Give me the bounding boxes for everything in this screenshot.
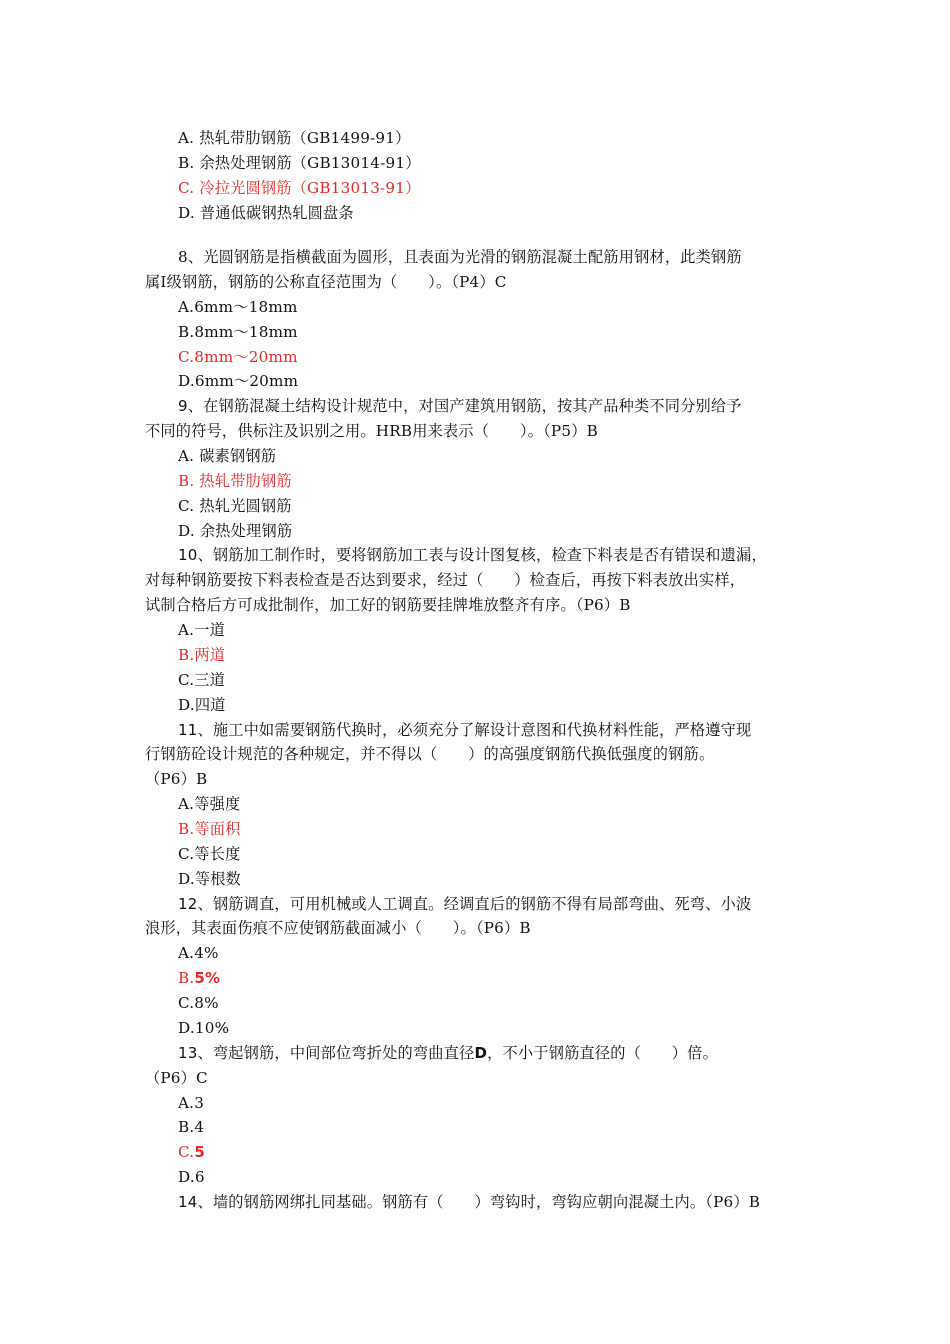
q8-option-c-answer: C.8mm～20mm [178,348,298,366]
q13-question-line1 [178,1043,718,1063]
q7-option-a: A. 热轧带肋钢筋（GB1499-91） [178,129,411,147]
q10-question-line1 [178,545,767,565]
q13-option-c-value: 5 [194,1143,205,1161]
q11-number: 11 [178,721,198,739]
q11-option-b-answer: B.等面积 [178,820,241,838]
q9-option-b-answer: B. 热轧带肋钢筋 [178,472,292,490]
q10-option-a: A.一道 [178,621,225,639]
q10-question-text: 、钢筋加工制作时，要将钢筋加工表与设计图复核，检查下料表是否有错误和遗漏， [197,546,767,564]
q13-question-text-a: 、弯起钢筋，中间部位弯折处的弯曲直径 [197,1044,475,1062]
q8-option-a: A.6mm～18mm [178,298,298,316]
q12-option-a: A.4% [178,944,219,962]
q13-option-b: B.4 [178,1118,205,1136]
q7-option-b: B. 余热处理钢筋（GB13014-91） [178,154,421,172]
q13-option-c-letter: C. [178,1143,195,1161]
q9-option-c: C. 热轧光圆钢筋 [178,497,292,515]
q13-option-d: D.6 [178,1168,205,1186]
q13-variable-d: D [474,1044,488,1062]
q13-option-a: A.3 [178,1094,205,1112]
q9-option-a: A. 碳素钢钢筋 [178,447,277,465]
q12-option-d: D.10% [178,1019,230,1037]
q14-question-text: 、墙的钢筋网绑扎同基础。钢筋有（ ）弯钩时，弯钩应朝向混凝土内。（P6）B [197,1193,761,1211]
q9-number: 9 [178,397,188,415]
q11-option-a: A.等强度 [178,795,241,813]
q11-question-line3: （P6）B [145,770,208,788]
q10-option-d: D.四道 [178,696,226,714]
q10-option-c: C.三道 [178,671,226,689]
q12-number: 12 [178,895,198,913]
q14-number: 14 [178,1193,198,1211]
q11-question-line2: 行钢筋砼设计规范的各种规定，并不得以（ ）的高强度钢筋代换低强度的钢筋。 [145,745,715,763]
q9-question-text: 、在钢筋混凝土结构设计规范中，对国产建筑用钢筋，按其产品种类不同分别给予 [187,397,742,415]
q8-question-line1: 8、光圆钢筋是指横截面为圆形，且表面为光滑的钢筋混凝土配筋用钢材，此类钢筋 [178,248,742,266]
q13-option-c-answer [178,1142,205,1162]
q8-option-b: B.8mm～18mm [178,323,298,341]
q7-option-c-answer: C. 冷拉光圆钢筋（GB13013-91） [178,179,421,197]
q14-question-line1 [178,1192,760,1212]
q12-option-b-value: 5% [194,969,221,987]
q13-question-line2: （P6）C [145,1069,208,1087]
q10-option-b-answer: B.两道 [178,646,226,664]
q8-option-d: D.6mm～20mm [178,372,299,390]
q10-question-line2: 对每种钢筋要按下料表检查是否达到要求，经过（ ）检查后，再按下料表放出实样， [145,571,746,589]
q12-option-b-letter: B. [178,969,195,987]
q9-question-line2: 不同的符号，供标注及识别之用。HRB用来表示（ ）。（P5）B [145,422,598,440]
q12-option-b-answer [178,968,220,988]
q11-question-text: 、施工中如需要钢筋代换时，必须充分了解设计意图和代换材料性能，严格遵守现 [197,721,752,739]
q11-question-line1 [178,720,751,740]
q9-question-line1 [178,396,742,416]
q11-option-d: D.等根数 [178,870,242,888]
q12-question-line1 [178,894,751,914]
q12-question-text: 、钢筋调直，可用机械或人工调直。经调直后的钢筋不得有局部弯曲、死弯、小波 [197,895,752,913]
q7-option-d: D. 普通低碳钢热轧圆盘条 [178,204,354,222]
q10-number: 10 [178,546,198,564]
q8-question-line2: 属Ⅰ级钢筋，钢筋的公称直径范围为（ ）。（P4）C [145,273,507,291]
q9-option-d: D. 余热处理钢筋 [178,522,293,540]
q13-number: 13 [178,1044,198,1062]
q11-option-c: C.等长度 [178,845,241,863]
q12-question-line2: 浪形，其表面伤痕不应使钢筋截面减小（ ）。（P6）B [145,919,531,937]
q12-option-c: C.8% [178,994,219,1012]
q10-question-line3: 试制合格后方可成批制作，加工好的钢筋要挂牌堆放整齐有序。（P6）B [145,596,631,614]
q13-question-text-b: ，不小于钢筋直径的（ ）倍。 [487,1044,718,1062]
